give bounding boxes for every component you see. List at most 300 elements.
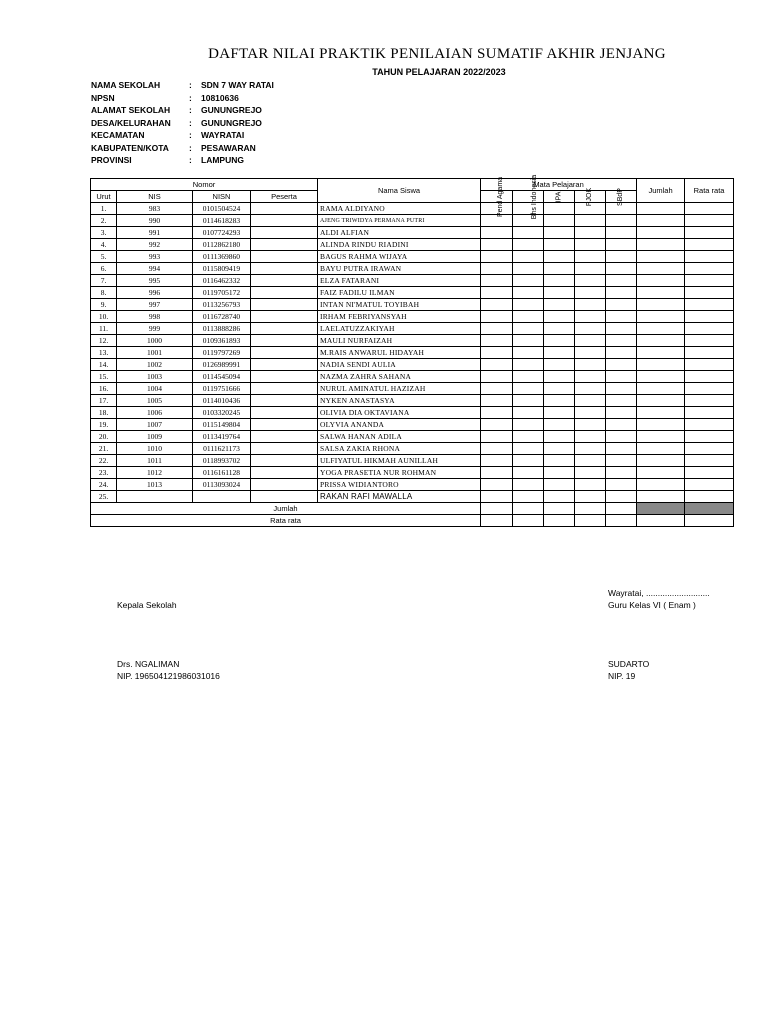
cell-urut: 23. [91, 467, 117, 479]
cell-nis: 991 [117, 227, 193, 239]
subject-label: IPA [555, 191, 563, 203]
footer-jumlah-label: Jumlah [91, 503, 481, 515]
cell-subject-score [544, 347, 575, 359]
info-label: ALAMAT SEKOLAH [91, 105, 171, 115]
cell-subject-score [575, 239, 606, 251]
cell-nama-siswa: M.RAIS ANWARUL HIDAYAH [318, 347, 481, 359]
subject-label: SBdP [617, 188, 625, 206]
table-row [91, 311, 734, 323]
cell-subject-score [575, 347, 606, 359]
cell-nis [117, 491, 193, 503]
cell-nisn: 0115809419 [193, 263, 251, 275]
cell-subject-score [606, 335, 637, 347]
info-value: SDN 7 WAY RATAI [201, 80, 274, 90]
cell-nis: 992 [117, 239, 193, 251]
cell-nama-siswa: BAGUS RAHMA WIJAYA [318, 251, 481, 263]
table-row [91, 347, 734, 359]
cell-subject-score [606, 311, 637, 323]
cell-empty [637, 515, 685, 527]
cell-peserta [251, 347, 318, 359]
cell-peserta [251, 287, 318, 299]
cell-subject-score [606, 251, 637, 263]
cell-jumlah [637, 275, 685, 287]
cell-nama-siswa: FAIZ FADILU ILMAN [318, 287, 481, 299]
cell-urut: 21. [91, 443, 117, 455]
cell-rata-rata [685, 287, 734, 299]
info-value: WAYRATAI [201, 130, 245, 140]
cell-subject-score [575, 359, 606, 371]
info-label: NAMA SEKOLAH [91, 80, 161, 90]
cell-subject-score [544, 215, 575, 227]
cell-jumlah [637, 419, 685, 431]
cell-subject-score [544, 335, 575, 347]
cell-subject-average [575, 515, 606, 527]
cell-nama-siswa: SALSA ZAKIA RHONA [318, 443, 481, 455]
header-nomor: Nomor [91, 179, 318, 191]
cell-subject-score [606, 275, 637, 287]
cell-subject-score [544, 299, 575, 311]
cell-nisn: 0119797269 [193, 347, 251, 359]
table-row [91, 323, 734, 335]
cell-nis: 1009 [117, 431, 193, 443]
cell-subject-score [575, 479, 606, 491]
cell-subject-score [513, 311, 544, 323]
cell-rata-rata [685, 227, 734, 239]
header-rata-rata: Rata rata [685, 179, 734, 203]
header-peserta: Peserta [251, 191, 318, 203]
info-value: LAMPUNG [201, 155, 244, 165]
cell-subject-score [544, 287, 575, 299]
cell-peserta [251, 215, 318, 227]
table-row [91, 227, 734, 239]
subject-label: Pend Agama [497, 176, 505, 218]
footer-rata-label: Rata rata [91, 515, 481, 527]
table-row [91, 239, 734, 251]
info-value: 10810636 [201, 92, 239, 103]
cell-subject-score [606, 419, 637, 431]
cell-urut: 8. [91, 287, 117, 299]
cell-subject-score [575, 431, 606, 443]
cell-subject-score [481, 227, 513, 239]
cell-rata-rata [685, 347, 734, 359]
cell-subject-total [513, 503, 544, 515]
cell-nis: 983 [117, 203, 193, 215]
cell-rata-rata [685, 335, 734, 347]
cell-subject-score [544, 383, 575, 395]
cell-subject-score [544, 479, 575, 491]
cell-peserta [251, 203, 318, 215]
footer-rata-row [91, 515, 734, 527]
cell-nis: 995 [117, 275, 193, 287]
cell-subject-score [544, 455, 575, 467]
cell-urut: 24. [91, 479, 117, 491]
cell-jumlah [637, 443, 685, 455]
table-row [91, 479, 734, 491]
info-row [91, 92, 274, 105]
cell-subject-score [481, 371, 513, 383]
cell-nis: 1011 [117, 455, 193, 467]
cell-subject-score [575, 215, 606, 227]
cell-nisn: 0113093024 [193, 479, 251, 491]
school-info [91, 79, 274, 167]
header-mata-pelajaran: Mata Pelajaran [481, 179, 637, 191]
cell-nisn: 0109361893 [193, 335, 251, 347]
cell-nama-siswa: NYKEN ANASTASYA [318, 395, 481, 407]
cell-nama-siswa: ALINDA RINDU RIADINI [318, 239, 481, 251]
table-row [91, 443, 734, 455]
subject-label: Bhs Indonesia [531, 174, 539, 220]
cell-subject-score [575, 419, 606, 431]
cell-subject-average [513, 515, 544, 527]
cell-subject-score [513, 239, 544, 251]
cell-subject-score [575, 275, 606, 287]
cell-rata-rata [685, 359, 734, 371]
right-nip: NIP. 19 [608, 671, 636, 681]
cell-subject-score [606, 395, 637, 407]
cell-subject-score [606, 491, 637, 503]
header-urut: Urut [91, 191, 117, 203]
cell-rata-rata [685, 479, 734, 491]
cell-rata-rata [685, 311, 734, 323]
cell-peserta [251, 491, 318, 503]
cell-nis: 1004 [117, 383, 193, 395]
cell-subject-score [575, 395, 606, 407]
cell-nis: 998 [117, 311, 193, 323]
cell-nama-siswa: LAELATUZZAKIYAH [318, 323, 481, 335]
cell-jumlah [637, 479, 685, 491]
cell-nisn [193, 491, 251, 503]
cell-nisn: 0116161128 [193, 467, 251, 479]
cell-subject-score [575, 455, 606, 467]
cell-peserta [251, 239, 318, 251]
cell-nama-siswa: INTAN NI'MATUL TOYIBAH [318, 299, 481, 311]
cell-urut: 14. [91, 359, 117, 371]
cell-nis: 1000 [117, 335, 193, 347]
cell-peserta [251, 263, 318, 275]
cell-subject-score [544, 443, 575, 455]
cell-nama-siswa: NADIA SENDI AULIA [318, 359, 481, 371]
cell-nama-siswa: YOGA PRASETIA NUR ROHMAN [318, 467, 481, 479]
right-role: Guru Kelas VI ( Enam ) [608, 600, 696, 610]
cell-rata-rata [685, 443, 734, 455]
cell-nisn: 0111369860 [193, 251, 251, 263]
cell-nama-siswa: ELZA FATARANI [318, 275, 481, 287]
header-nisn: NISN [193, 191, 251, 203]
cell-urut: 11. [91, 323, 117, 335]
cell-subject-score [513, 323, 544, 335]
footer-jumlah-row [91, 503, 734, 515]
header-jumlah: Jumlah [637, 179, 685, 203]
cell-nis: 1006 [117, 407, 193, 419]
cell-jumlah [637, 263, 685, 275]
table-row [91, 395, 734, 407]
cell-rata-rata [685, 455, 734, 467]
cell-peserta [251, 251, 318, 263]
cell-subject-score [544, 407, 575, 419]
cell-subject-score [606, 263, 637, 275]
cell-subject-average [606, 515, 637, 527]
cell-nisn: 0119705172 [193, 287, 251, 299]
cell-subject-score [544, 227, 575, 239]
cell-nama-siswa: NAZMA ZAHRA SAHANA [318, 371, 481, 383]
cell-rata-rata [685, 467, 734, 479]
cell-subject-score [513, 443, 544, 455]
cell-nisn: 0116728740 [193, 311, 251, 323]
cell-rata-rata [685, 491, 734, 503]
header-subject-ipa [544, 191, 575, 203]
cell-subject-score [481, 251, 513, 263]
cell-jumlah [637, 383, 685, 395]
cell-subject-score [513, 431, 544, 443]
cell-jumlah [637, 203, 685, 215]
cell-peserta [251, 311, 318, 323]
cell-nis: 996 [117, 287, 193, 299]
cell-subject-score [544, 467, 575, 479]
cell-peserta [251, 395, 318, 407]
cell-jumlah [637, 323, 685, 335]
cell-rata-rata [685, 383, 734, 395]
info-label: KABUPATEN/KOTA [91, 142, 169, 153]
cell-peserta [251, 455, 318, 467]
cell-nis: 1007 [117, 419, 193, 431]
cell-rata-rata [685, 419, 734, 431]
cell-subject-score [481, 443, 513, 455]
table-row [91, 371, 734, 383]
cell-subject-score [575, 407, 606, 419]
cell-jumlah [637, 359, 685, 371]
table-row [91, 335, 734, 347]
cell-urut: 5. [91, 251, 117, 263]
table-row [91, 359, 734, 371]
cell-subject-score [606, 431, 637, 443]
info-row [91, 129, 274, 142]
header-subject-pend-agama [481, 176, 513, 218]
cell-subject-score [513, 359, 544, 371]
cell-subject-score [481, 287, 513, 299]
cell-peserta [251, 323, 318, 335]
cell-nis: 994 [117, 263, 193, 275]
cell-nama-siswa: RAKAN RAFI MAWALLA [318, 491, 481, 503]
cell-peserta [251, 407, 318, 419]
cell-peserta [251, 227, 318, 239]
cell-subject-score [575, 263, 606, 275]
cell-subject-score [513, 467, 544, 479]
cell-subject-score [481, 491, 513, 503]
info-row [91, 117, 274, 130]
table-row [91, 407, 734, 419]
subject-label: PJOK [586, 187, 594, 207]
cell-subject-score [575, 443, 606, 455]
cell-subject-score [544, 395, 575, 407]
header-subject-pjok [575, 187, 606, 207]
cell-nis: 997 [117, 299, 193, 311]
cell-nama-siswa: OLIVIA DIA OKTAVIANA [318, 407, 481, 419]
cell-subject-score [606, 407, 637, 419]
info-label: KECAMATAN [91, 130, 145, 140]
info-sep: : [189, 80, 192, 90]
info-sep: : [189, 130, 192, 140]
cell-nisn: 0111621173 [193, 443, 251, 455]
cell-subject-score [513, 479, 544, 491]
cell-subject-score [606, 479, 637, 491]
cell-nisn: 0113888286 [193, 323, 251, 335]
table-row [91, 467, 734, 479]
cell-subject-score [606, 371, 637, 383]
cell-subject-score [513, 395, 544, 407]
cell-nis: 1013 [117, 479, 193, 491]
table-row [91, 455, 734, 467]
cell-subject-score [481, 347, 513, 359]
table-row [91, 431, 734, 443]
document-title: DAFTAR NILAI PRAKTIK PENILAIAN SUMATIF AKHIR JENJANG [208, 46, 666, 62]
info-value: PESAWARAN [201, 142, 256, 153]
cell-subject-score [544, 203, 575, 215]
cell-peserta [251, 359, 318, 371]
cell-jumlah [637, 371, 685, 383]
header-nama-siswa: Nama Siswa [318, 179, 481, 203]
cell-subject-score [606, 359, 637, 371]
cell-subject-score [606, 467, 637, 479]
cell-peserta [251, 383, 318, 395]
cell-urut: 25. [91, 491, 117, 503]
cell-rata-rata [685, 263, 734, 275]
cell-subject-score [513, 287, 544, 299]
cell-urut: 13. [91, 347, 117, 359]
table-row [91, 383, 734, 395]
cell-nisn: 0115149804 [193, 419, 251, 431]
cell-nis: 1003 [117, 371, 193, 383]
cell-subject-score [606, 443, 637, 455]
cell-urut: 16. [91, 383, 117, 395]
cell-nis: 993 [117, 251, 193, 263]
cell-jumlah [637, 287, 685, 299]
cell-subject-score [513, 299, 544, 311]
cell-jumlah [637, 395, 685, 407]
table-row [91, 491, 734, 503]
table-row [91, 251, 734, 263]
grades-table [90, 174, 734, 527]
cell-subject-score [481, 467, 513, 479]
info-row [91, 154, 274, 167]
cell-nisn: 0119751666 [193, 383, 251, 395]
cell-peserta [251, 275, 318, 287]
cell-urut: 17. [91, 395, 117, 407]
cell-subject-score [606, 299, 637, 311]
table-row [91, 263, 734, 275]
info-value: GUNUNGREJO [201, 117, 262, 128]
cell-subject-score [481, 479, 513, 491]
cell-urut: 18. [91, 407, 117, 419]
cell-nama-siswa: BAYU PUTRA IRAWAN [318, 263, 481, 275]
cell-urut: 7. [91, 275, 117, 287]
info-row [91, 79, 274, 92]
cell-urut: 9. [91, 299, 117, 311]
cell-nis: 1012 [117, 467, 193, 479]
cell-rata-rata [685, 275, 734, 287]
cell-nama-siswa: ALDI ALFIAN [318, 227, 481, 239]
cell-nama-siswa: ULFIYATUL HIKMAH AUNILLAH [318, 455, 481, 467]
cell-nisn: 0107724293 [193, 227, 251, 239]
cell-urut: 6. [91, 263, 117, 275]
cell-urut: 22. [91, 455, 117, 467]
cell-subject-score [513, 383, 544, 395]
cell-subject-score [481, 431, 513, 443]
cell-nis: 1010 [117, 443, 193, 455]
cell-urut: 12. [91, 335, 117, 347]
cell-nis: 999 [117, 323, 193, 335]
cell-subject-score [544, 251, 575, 263]
cell-subject-score [544, 431, 575, 443]
cell-subject-score [513, 347, 544, 359]
cell-subject-score [544, 323, 575, 335]
cell-subject-score [481, 263, 513, 275]
cell-jumlah [637, 467, 685, 479]
cell-subject-score [513, 407, 544, 419]
info-sep: : [189, 155, 192, 165]
cell-nis: 1001 [117, 347, 193, 359]
table-row [91, 419, 734, 431]
cell-jumlah [637, 215, 685, 227]
header-subject-sbdp [606, 188, 637, 206]
cell-jumlah [637, 455, 685, 467]
cell-nama-siswa: OLYVIA ANANDA [318, 419, 481, 431]
cell-subject-score [481, 335, 513, 347]
cell-subject-score [513, 371, 544, 383]
place-date: Wayratai, ........................... [608, 588, 710, 598]
cell-subject-score [513, 275, 544, 287]
cell-rata-rata [685, 323, 734, 335]
cell-subject-score [481, 275, 513, 287]
table-row [91, 203, 734, 215]
cell-subject-score [606, 287, 637, 299]
info-label: DESA/KELURAHAN [91, 117, 171, 128]
cell-nisn: 0114545094 [193, 371, 251, 383]
cell-jumlah [637, 311, 685, 323]
info-sep: : [189, 142, 192, 153]
cell-nama-siswa: RAMA ALDIYANO [318, 203, 481, 215]
cell-nama-siswa: NURUL AMINATUL HAZIZAH [318, 383, 481, 395]
cell-shaded [637, 503, 685, 515]
cell-subject-score [481, 359, 513, 371]
cell-subject-score [513, 419, 544, 431]
left-role: Kepala Sekolah [117, 600, 177, 610]
cell-subject-score [575, 383, 606, 395]
cell-jumlah [637, 407, 685, 419]
header-row-1 [91, 179, 734, 191]
cell-subject-score [575, 287, 606, 299]
cell-nisn: 0113419764 [193, 431, 251, 443]
cell-subject-score [481, 395, 513, 407]
cell-empty [685, 515, 734, 527]
cell-nisn: 0114618283 [193, 215, 251, 227]
cell-urut: 20. [91, 431, 117, 443]
cell-subject-total [544, 503, 575, 515]
table-row [91, 215, 734, 227]
table-row [91, 299, 734, 311]
cell-subject-score [575, 323, 606, 335]
cell-nisn: 0126989991 [193, 359, 251, 371]
cell-jumlah [637, 251, 685, 263]
cell-nama-siswa: PRISSA WIDIANTORO [318, 479, 481, 491]
cell-nisn: 0118993702 [193, 455, 251, 467]
cell-jumlah [637, 491, 685, 503]
cell-rata-rata [685, 407, 734, 419]
cell-subject-score [544, 491, 575, 503]
cell-subject-score [544, 263, 575, 275]
left-name: Drs. NGALIMAN [117, 659, 180, 669]
cell-jumlah [637, 347, 685, 359]
cell-subject-score [481, 407, 513, 419]
